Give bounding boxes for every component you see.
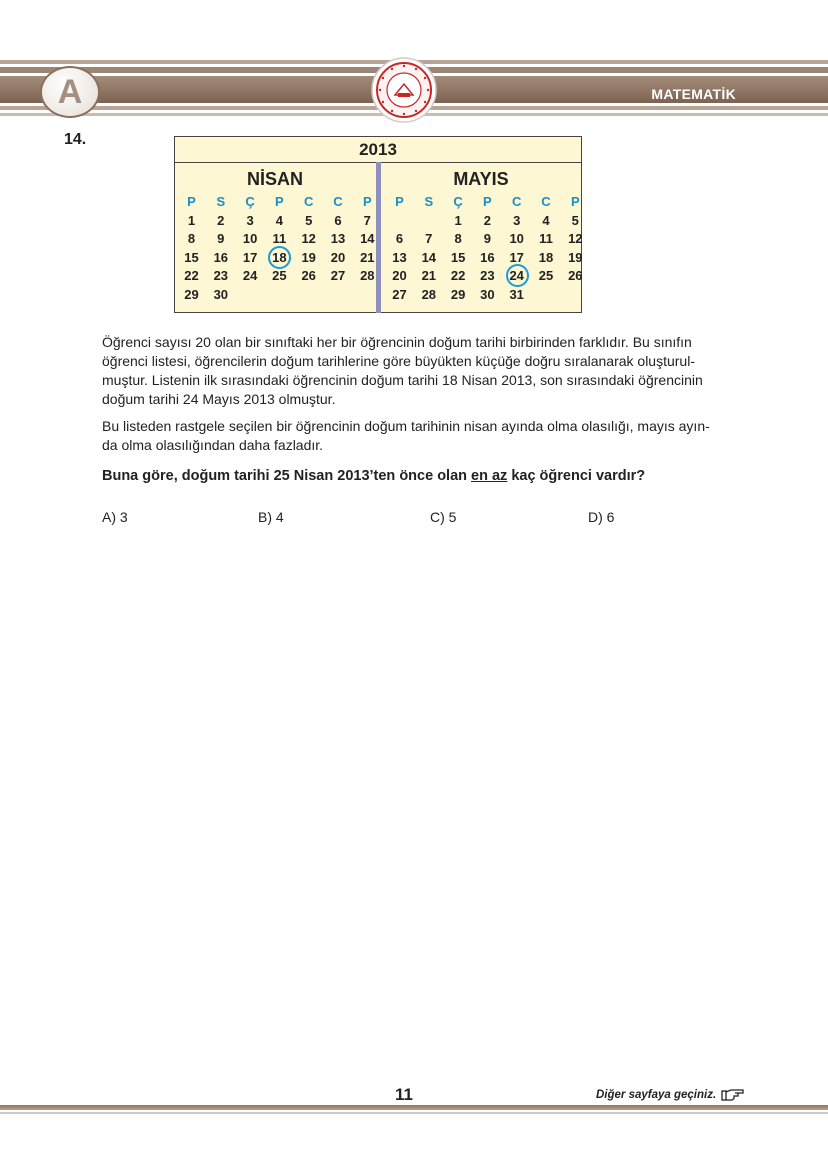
calendar-date: 19 bbox=[568, 249, 583, 265]
pointing-hand-icon bbox=[721, 1088, 745, 1102]
weekday-header: C bbox=[541, 194, 551, 209]
calendar-date: 30 bbox=[213, 287, 229, 302]
next-page-note: Diğer sayfaya geçiniz. bbox=[596, 1089, 717, 1101]
problem-paragraph-2 bbox=[102, 417, 742, 455]
option-d[interactable]: D) 6 bbox=[588, 509, 615, 525]
calendar-date: 31 bbox=[509, 287, 524, 302]
calendar-date: 6 bbox=[395, 231, 404, 247]
calendar-date: 24 bbox=[242, 268, 258, 284]
calendar-date: 16 bbox=[480, 249, 495, 265]
calendar-date: 20 bbox=[330, 249, 346, 265]
calendar-date: 14 bbox=[360, 231, 375, 247]
booklet-type-badge: A bbox=[40, 66, 100, 118]
calendar-date: 13 bbox=[330, 231, 346, 247]
calendar-date: 28 bbox=[360, 268, 375, 284]
text-line: doğum tarihi 24 Mayıs 2013 olmuştur. bbox=[102, 391, 336, 407]
calendar-date: 7 bbox=[363, 212, 371, 228]
question-stem bbox=[102, 468, 645, 484]
weekday-header: P bbox=[483, 194, 492, 209]
calendar-date: 29 bbox=[450, 287, 466, 302]
subject-title: MATEMATİK bbox=[651, 86, 736, 102]
calendar-date: 27 bbox=[392, 287, 407, 302]
weekday-header: C bbox=[511, 194, 522, 209]
meb-seal-icon bbox=[371, 57, 437, 123]
calendar-date: 21 bbox=[421, 268, 437, 284]
weekday-header: P bbox=[362, 194, 372, 209]
option-a[interactable]: A) 3 bbox=[102, 509, 128, 525]
calendar-date: 16 bbox=[213, 249, 229, 265]
calendar-date: 26 bbox=[568, 268, 583, 284]
calendar-date: 17 bbox=[242, 249, 258, 265]
calendar-date: 18 bbox=[538, 249, 554, 265]
calendar-date: 9 bbox=[483, 231, 491, 247]
question-emphasis: en az bbox=[471, 468, 508, 484]
calendar-date: 3 bbox=[246, 212, 254, 228]
calendar-date: 10 bbox=[242, 231, 258, 247]
calendar-date: 11 bbox=[272, 231, 287, 247]
option-b[interactable]: B) 4 bbox=[258, 509, 284, 525]
footer-stripe bbox=[0, 1112, 828, 1114]
calendar-date: 10 bbox=[509, 231, 524, 247]
page-number: 11 bbox=[395, 1085, 413, 1104]
calendar-date: 6 bbox=[334, 212, 342, 228]
calendar-date: 15 bbox=[184, 249, 199, 265]
question-text: kaç öğrenci vardır? bbox=[507, 468, 646, 484]
weekday-header: P bbox=[570, 194, 580, 209]
calendar-date: 15 bbox=[450, 249, 466, 265]
calendar-date: 7 bbox=[425, 231, 433, 247]
month-title-april: NİSAN bbox=[246, 169, 303, 189]
month-title-may: MAYIS bbox=[453, 169, 509, 189]
calendar-date: 26 bbox=[301, 268, 316, 284]
text-line: Bu listeden rastgele seçilen bir öğrencinin doğum tarihinin nisan ayında olma olasılığı, mayıs ayın- bbox=[102, 418, 710, 434]
weekday-header: Ç bbox=[245, 194, 255, 209]
calendar-date: 27 bbox=[330, 268, 346, 284]
calendar-date: 2 bbox=[217, 212, 225, 228]
text-line: öğrenci listesi, öğrencilerin doğum tarihlerine göre büyükten küçüğe doğru sıralanarak oluşturul- bbox=[102, 353, 695, 369]
calendar bbox=[174, 136, 582, 313]
calendar-date: 2 bbox=[483, 212, 491, 228]
problem-paragraph-1 bbox=[102, 333, 742, 409]
question-text: Buna göre, doğum tarihi 25 Nisan 2013’ten önce olan bbox=[102, 468, 472, 484]
calendar-date: 5 bbox=[305, 212, 313, 228]
calendar-date: 1 bbox=[454, 212, 462, 228]
calendar-date: 4 bbox=[275, 212, 283, 228]
question-number: 14. bbox=[64, 131, 87, 148]
calendar-date: 22 bbox=[450, 268, 466, 284]
text-line: da olma olasılığından daha fazladır. bbox=[102, 437, 324, 453]
weekday-header: S bbox=[216, 194, 226, 209]
calendar-date: 28 bbox=[421, 287, 437, 302]
weekday-header: P bbox=[187, 194, 196, 209]
calendar-date: 12 bbox=[301, 231, 316, 247]
weekday-header: C bbox=[303, 194, 314, 209]
weekday-header: C bbox=[333, 194, 343, 209]
calendar-date: 23 bbox=[480, 268, 495, 284]
weekday-header: P bbox=[275, 194, 284, 209]
calendar-date: 8 bbox=[187, 231, 196, 247]
weekday-header: S bbox=[424, 194, 434, 209]
calendar-date: 14 bbox=[421, 249, 437, 265]
calendar-date: 17 bbox=[509, 249, 524, 265]
calendar-date: 25 bbox=[272, 268, 287, 284]
calendar-date: 9 bbox=[217, 231, 225, 247]
calendar-date: 23 bbox=[213, 268, 229, 284]
text-line: muştur. Listenin ilk sırasındaki öğrencinin doğum tarihi 18 Nisan 2013, son sırasındaki öğrencinin bbox=[102, 372, 703, 388]
calendar-date: 12 bbox=[568, 231, 583, 247]
calendar-date: 3 bbox=[513, 212, 521, 228]
calendar-date: 4 bbox=[542, 212, 550, 228]
calendar-date: 13 bbox=[392, 249, 407, 265]
calendar-date: 8 bbox=[454, 231, 462, 247]
calendar-date: 1 bbox=[187, 212, 196, 228]
calendar-date: 22 bbox=[184, 268, 199, 284]
circled-date: 24 bbox=[502, 266, 531, 285]
circled-date: 18 bbox=[265, 248, 294, 267]
calendar-date: 20 bbox=[392, 268, 407, 284]
calendar-date: 29 bbox=[184, 287, 199, 302]
calendar-year: 2013 bbox=[175, 137, 581, 163]
calendar-date: 21 bbox=[360, 249, 375, 265]
calendar-date: 19 bbox=[301, 249, 316, 265]
weekday-header: P bbox=[395, 194, 404, 209]
option-c[interactable]: C) 5 bbox=[430, 509, 457, 525]
text-line: Öğrenci sayısı 20 olan bir sınıftaki her bir öğrencinin doğum tarihi birbirinden farklıdır. Bu sınıfın bbox=[102, 334, 692, 350]
weekday-header: Ç bbox=[453, 194, 463, 209]
footer-stripe bbox=[0, 1105, 828, 1110]
calendar-date: 30 bbox=[480, 287, 495, 302]
calendar-date: 25 bbox=[538, 268, 554, 284]
calendar-date: 11 bbox=[539, 231, 553, 247]
calendar-date: 5 bbox=[571, 212, 579, 228]
